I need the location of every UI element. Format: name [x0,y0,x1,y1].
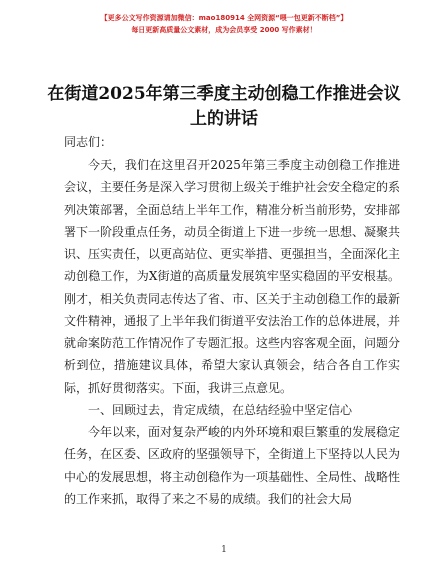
document-title: 在街道2025年第三季度主动创稳工作推进会议上的讲话 [47,84,401,129]
paragraph: 今年以来，面对复杂严峻的内外环境和艰巨繁重的发展稳定任务，在区委、区政府的坚强领导下，全街道上下坚持以人民为中心的发展思想，将主动创稳作为一项基础性、全局性、战略性的工作来抓，取得了来之不易的成绩。我们的社会大局 [64,425,401,506]
section-heading: 一、回顾过去，肯定成绩，在总结经验中坚定信心 [88,402,353,417]
banner-line-2: 每日更新高质量公文素材，成为会员享受 2000 写作素材！ [131,26,317,34]
paragraph: 今天，我们在这里召开2025年第三季度主动创稳工作推进会议，主要任务是深入学习贯彻上级关于维护社会安全稳定的系列决策部署，全面总结上半年工作，精准分析当前形势，安排部署下一阶段重点任务，动员全街道上下进一步统一思想、凝聚共识、压实责任，以更高站位、更实举措、更强担当，全面深化主动创稳工作，为X街道的高质量发展筑牢坚实稳固的平安根基。刚才，相关负责同志传达了省、市、区关于主动创稳工作的最新文件精神，通报了上半年我们街道平安法治工作的总体进展，并就命案防范工作情况作了专题汇报。这些内容客观全面，问题分析到位，措施建议具体，希望大家认真领会，结合各自工作实际，抓好贯彻落实。下面，我讲三点意见。 [64,158,401,395]
banner-line-1: 【更多公文写作资源请加微信：mao180914 全网资源“喂一包更新不断档”】 [100,14,348,22]
promo-banner [0,12,448,36]
greeting: 同志们： [64,135,113,149]
page-number: 1 [221,545,227,555]
document-body [64,154,400,510]
